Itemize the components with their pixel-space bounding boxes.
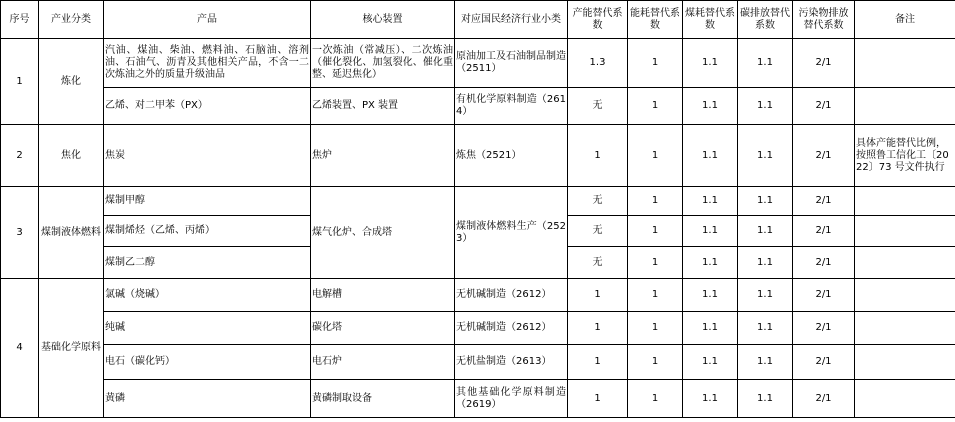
coal-cell: 1.1 (683, 125, 738, 187)
product-cell: 黄磷 (104, 380, 311, 418)
header-category: 对应国民经济行业小类 (455, 1, 568, 39)
header-product: 产品 (104, 1, 311, 39)
pollution-cell: 2/1 (793, 312, 855, 345)
device-cell: 焦炉 (311, 125, 455, 187)
product-cell: 纯碱 (104, 312, 311, 345)
product-cell: 汽油、煤油、柴油、燃料油、石脑油、溶剂油、石油气、沥青及其他相关产品，不含一二次炼油之外的质量升级油品 (104, 39, 311, 88)
table-row (1, 312, 955, 345)
energy-cell: 1 (628, 312, 683, 345)
note-cell (855, 187, 955, 216)
energy-cell: 1 (628, 125, 683, 187)
product-cell: 电石（碳化钙） (104, 345, 311, 380)
energy-cell: 1 (628, 187, 683, 216)
category-cell: 煤制液体燃料生产（2523） (455, 187, 568, 279)
pollution-cell: 2/1 (793, 125, 855, 187)
carbon-cell: 1.1 (738, 380, 793, 418)
header-pollution: 污染物排放替代系数 (793, 1, 855, 39)
note-cell (855, 88, 955, 125)
note-cell: 具体产能替代比例，按照鲁工信化工〔2022〕73 号文件执行 (855, 125, 955, 187)
header-seq: 序号 (1, 1, 39, 39)
category-cell: 无机盐制造（2613） (455, 345, 568, 380)
table-row (1, 187, 955, 216)
coal-cell: 1.1 (683, 380, 738, 418)
product-cell: 焦炭 (104, 125, 311, 187)
header-row (1, 1, 955, 39)
pollution-cell: 2/1 (793, 216, 855, 247)
product-cell: 煤制乙二醇 (104, 247, 311, 279)
table-row (1, 88, 955, 125)
industry-cell: 煤制液体燃料 (39, 187, 104, 279)
energy-cell: 1 (628, 39, 683, 88)
pollution-cell: 2/1 (793, 380, 855, 418)
table-row (1, 279, 955, 312)
industry-cell: 炼化 (39, 39, 104, 125)
header-industry: 产业分类 (39, 1, 104, 39)
header-carbon: 碳排放替代系数 (738, 1, 793, 39)
pollution-cell: 2/1 (793, 345, 855, 380)
note-cell (855, 216, 955, 247)
category-cell: 其他基础化学原料制造（2619） (455, 380, 568, 418)
device-cell: 电石炉 (311, 345, 455, 380)
note-cell (855, 380, 955, 418)
carbon-cell: 1.1 (738, 216, 793, 247)
coal-cell: 1.1 (683, 187, 738, 216)
capacity-cell: 无 (568, 216, 628, 247)
device-cell: 电解槽 (311, 279, 455, 312)
header-capacity: 产能替代系数 (568, 1, 628, 39)
coal-cell: 1.1 (683, 345, 738, 380)
capacity-cell: 1 (568, 279, 628, 312)
note-cell (855, 39, 955, 88)
category-cell: 无机碱制造（2612） (455, 312, 568, 345)
seq-cell: 1 (1, 39, 39, 125)
pollution-cell: 2/1 (793, 279, 855, 312)
capacity-cell: 1 (568, 312, 628, 345)
pollution-cell: 2/1 (793, 39, 855, 88)
table-row (1, 345, 955, 380)
capacity-cell: 1 (568, 380, 628, 418)
category-cell: 炼焦（2521） (455, 125, 568, 187)
coal-cell: 1.1 (683, 39, 738, 88)
capacity-cell: 1.3 (568, 39, 628, 88)
seq-cell: 4 (1, 279, 39, 418)
pollution-cell: 2/1 (793, 247, 855, 279)
header-note: 备注 (855, 1, 955, 39)
coal-cell: 1.1 (683, 312, 738, 345)
energy-cell: 1 (628, 279, 683, 312)
header-energy: 能耗替代系数 (628, 1, 683, 39)
device-cell: 煤气化炉、合成塔 (311, 187, 455, 279)
carbon-cell: 1.1 (738, 279, 793, 312)
energy-cell: 1 (628, 216, 683, 247)
carbon-cell: 1.1 (738, 247, 793, 279)
coal-cell: 1.1 (683, 279, 738, 312)
header-coal: 煤耗替代系数 (683, 1, 738, 39)
capacity-cell: 无 (568, 247, 628, 279)
energy-cell: 1 (628, 247, 683, 279)
product-cell: 氯碱（烧碱） (104, 279, 311, 312)
energy-cell: 1 (628, 345, 683, 380)
carbon-cell: 1.1 (738, 125, 793, 187)
note-cell (855, 345, 955, 380)
product-cell: 乙烯、对二甲苯（PX） (104, 88, 311, 125)
coal-cell: 1.1 (683, 216, 738, 247)
category-cell: 无机碱制造（2612） (455, 279, 568, 312)
seq-cell: 3 (1, 187, 39, 279)
coal-cell: 1.1 (683, 247, 738, 279)
device-cell: 一次炼油（常减压）、二次炼油（催化裂化、加氢裂化、催化重整、延迟焦化） (311, 39, 455, 88)
note-cell (855, 247, 955, 279)
product-cell: 煤制烯烃（乙烯、丙烯） (104, 216, 311, 247)
device-cell: 碳化塔 (311, 312, 455, 345)
carbon-cell: 1.1 (738, 88, 793, 125)
capacity-cell: 无 (568, 187, 628, 216)
category-cell: 原油加工及石油制品制造（2511） (455, 39, 568, 88)
device-cell: 黄磷制取设备 (311, 380, 455, 418)
pollution-cell: 2/1 (793, 88, 855, 125)
seq-cell: 2 (1, 125, 39, 187)
capacity-cell: 1 (568, 345, 628, 380)
capacity-cell: 1 (568, 125, 628, 187)
table-row (1, 39, 955, 88)
category-cell: 有机化学原料制造（2614） (455, 88, 568, 125)
product-cell: 煤制甲醇 (104, 187, 311, 216)
header-device: 核心装置 (311, 1, 455, 39)
carbon-cell: 1.1 (738, 187, 793, 216)
energy-cell: 1 (628, 88, 683, 125)
carbon-cell: 1.1 (738, 39, 793, 88)
carbon-cell: 1.1 (738, 312, 793, 345)
device-cell: 乙烯装置、PX 装置 (311, 88, 455, 125)
industry-cell: 焦化 (39, 125, 104, 187)
table-row (1, 380, 955, 418)
industry-cell: 基础化学原料 (39, 279, 104, 418)
note-cell (855, 279, 955, 312)
table-row (1, 125, 955, 187)
coal-cell: 1.1 (683, 88, 738, 125)
capacity-cell: 无 (568, 88, 628, 125)
energy-cell: 1 (628, 380, 683, 418)
carbon-cell: 1.1 (738, 345, 793, 380)
note-cell (855, 312, 955, 345)
pollution-cell: 2/1 (793, 187, 855, 216)
